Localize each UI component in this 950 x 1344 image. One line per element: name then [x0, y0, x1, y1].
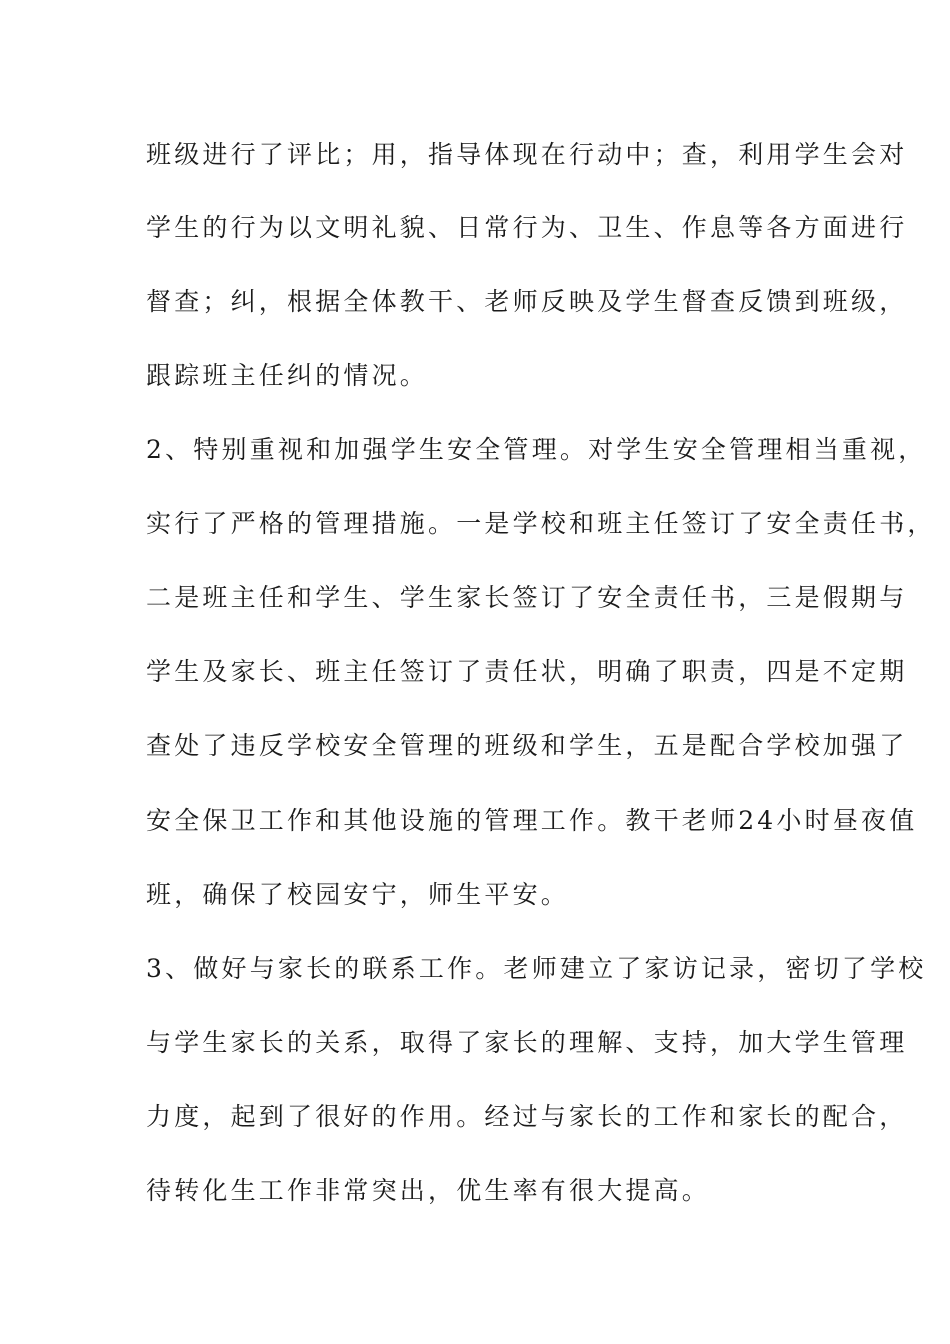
text-line: 班，确保了校园安宁，师生平安。 — [146, 880, 570, 909]
text-line: 力度，起到了很好的作用。经过与家长的工作和家长的配合， — [146, 1102, 908, 1131]
text-line: 2、特别重视和加强学生安全管理。对学生安全管理相当重视， — [146, 435, 927, 464]
text-line: 学生的行为以文明礼貌、日常行为、卫生、作息等各方面进行 — [146, 213, 908, 242]
text-line: 班级进行了评比；用，指导体现在行动中；查，利用学生会对 — [146, 140, 908, 169]
text-line: 查处了违反学校安全管理的班级和学生，五是配合学校加强了 — [146, 731, 908, 760]
text-line: 3、做好与家长的联系工作。老师建立了家访记录，密切了学校 — [146, 954, 927, 983]
text-line: 实行了严格的管理措施。一是学校和班主任签订了安全责任书， — [146, 509, 936, 538]
text-line: 跟踪班主任纠的情况。 — [146, 361, 429, 390]
text-line: 安全保卫工作和其他设施的管理工作。教干老师24小时昼夜值 — [146, 806, 918, 835]
text-line: 二是班主任和学生、学生家长签订了安全责任书，三是假期与 — [146, 583, 908, 612]
text-line: 待转化生工作非常突出，优生率有很大提高。 — [146, 1176, 711, 1205]
text-line: 督查；纠，根据全体教干、老师反映及学生督查反馈到班级， — [146, 287, 908, 316]
text-line: 与学生家长的关系，取得了家长的理解、支持，加大学生管理 — [146, 1028, 908, 1057]
text-line: 学生及家长、班主任签订了责任状，明确了职责，四是不定期 — [146, 657, 908, 686]
